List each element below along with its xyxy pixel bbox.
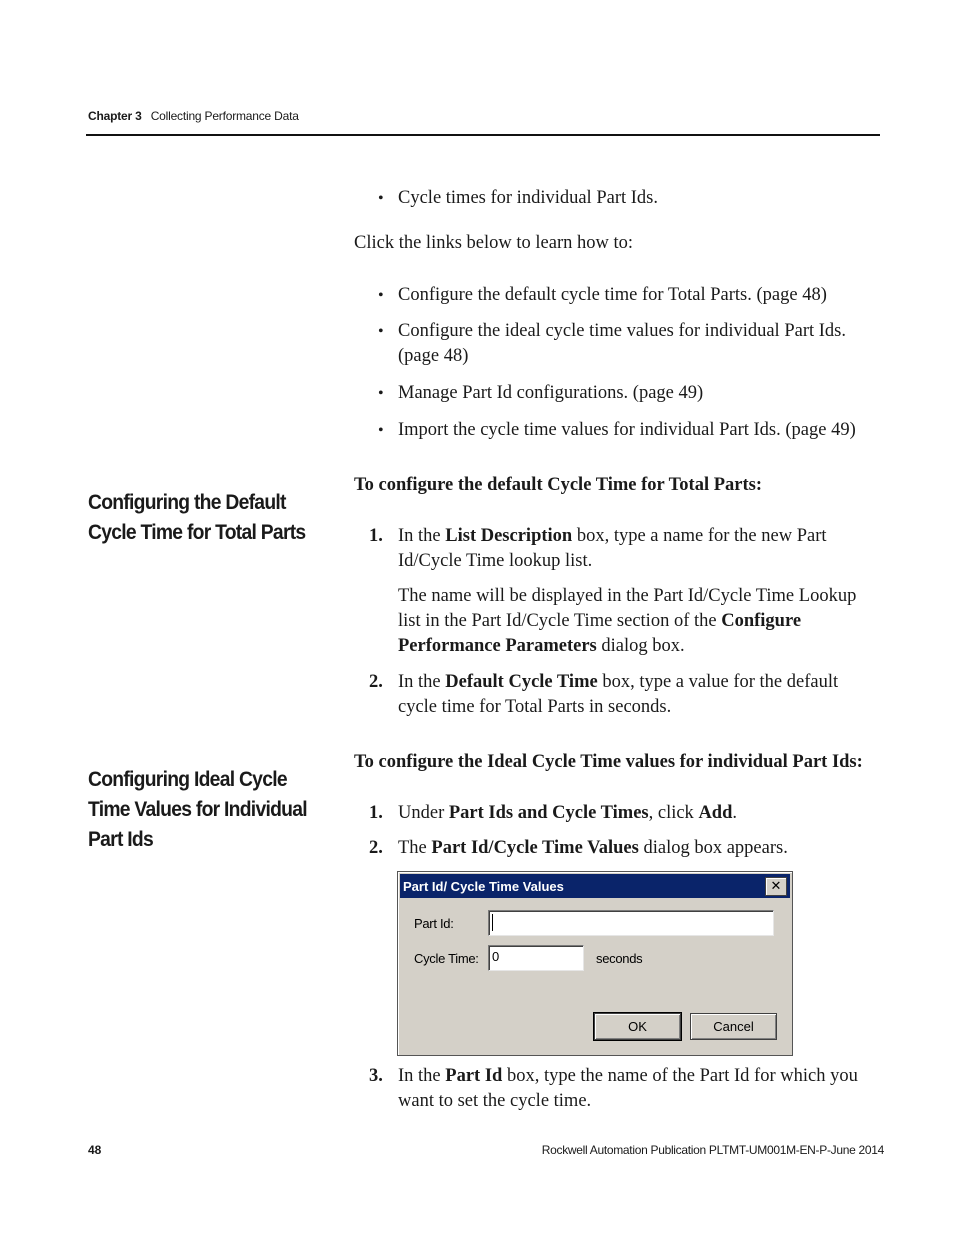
- step-item: 1. In the List Description box, type a name for the new Part Id/Cycle Time lookup list.: [369, 526, 827, 571]
- link-item[interactable]: • Import the cycle time values for individual Part Ids. (page 49): [378, 418, 878, 443]
- link-item[interactable]: • Configure the ideal cycle time values for individual Part Ids. (page 48): [378, 319, 858, 369]
- step-item: 1. Under Part Ids and Cycle Times, click Add.: [369, 803, 738, 823]
- section-heading: Configuring the Default Cycle Time for Total Parts: [88, 491, 306, 544]
- cycle-time-label: Cycle Time:: [414, 951, 479, 966]
- bullet-item: • Cycle times for individual Part Ids.: [378, 186, 878, 211]
- chapter-label: Chapter 3: [88, 109, 142, 123]
- ok-button[interactable]: OK: [594, 1013, 681, 1040]
- dialog-title-bar: [400, 874, 790, 898]
- running-header: [88, 109, 299, 123]
- part-id-cycle-time-dialog: [397, 871, 793, 1056]
- step-item: 3. In the Part Id box, type the name of the Part Id for which you want to set the cycle time.: [369, 1066, 858, 1111]
- link-item[interactable]: • Configure the default cycle time for Total Parts. (page 48): [378, 283, 878, 308]
- text-caret: [492, 914, 493, 931]
- procedure-title: To configure the default Cycle Time for Total Parts:: [354, 475, 763, 495]
- publication-info: Rockwell Automation Publication PLTMT-UM001M-EN-P-June 2014: [541, 1143, 884, 1157]
- step-item: 2. In the Default Cycle Time box, type a value for the default cycle time for Total Parts in seconds.: [369, 672, 839, 717]
- link-item[interactable]: • Manage Part Id configurations. (page 49): [378, 381, 878, 406]
- page-number: 48: [88, 1143, 102, 1157]
- procedure-title: To configure the Ideal Cycle Time values for individual Part Ids:: [354, 752, 863, 772]
- links-intro: Click the links below to learn how to:: [354, 233, 633, 253]
- header-rule: [86, 134, 880, 136]
- part-id-label: Part Id:: [414, 916, 454, 931]
- cancel-button[interactable]: Cancel: [690, 1013, 777, 1040]
- step-note: The name will be displayed in the Part Id/Cycle Time Lookup list in the Part Id/Cycle Time section of the Configure Performance Parameters dialog box.: [398, 586, 857, 656]
- step-item: 2. The Part Id/Cycle Time Values dialog box appears.: [369, 838, 788, 858]
- dialog-title: Part Id/ Cycle Time Values: [403, 879, 564, 894]
- seconds-label: seconds: [596, 951, 643, 966]
- cycle-time-input[interactable]: 0: [488, 945, 584, 971]
- chapter-title: Collecting Performance Data: [150, 109, 299, 123]
- section-heading: Configuring Ideal Cycle Time Values for Individual Part Ids: [88, 768, 307, 851]
- close-icon[interactable]: ✕: [765, 877, 787, 896]
- part-id-input[interactable]: [488, 910, 774, 936]
